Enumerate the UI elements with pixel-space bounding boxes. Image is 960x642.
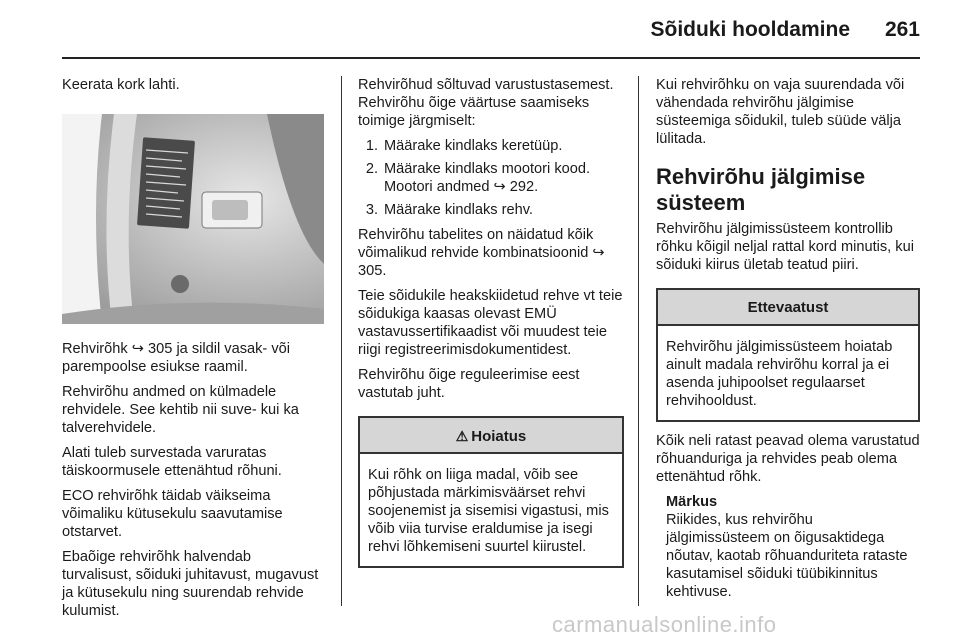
- header-divider: [62, 57, 920, 59]
- note-title: Märkus: [666, 494, 718, 510]
- paragraph: Rehvirõhu jälgimissüsteem kontrollib rõhku kõigil neljal rattal kord minutis, kui sõiduki kiirus ületab teatud piiri.: [656, 221, 914, 273]
- caution-box: [656, 288, 920, 422]
- paragraph: Rehvirõhu tabelites on näidatud kõik võimalikud rehvide kombinatsioonid ↪ 305.: [358, 227, 605, 279]
- column-left: [62, 76, 324, 627]
- header-title: Sõiduki hooldamine: [650, 18, 850, 41]
- list-item: [358, 137, 624, 155]
- column-middle: [358, 76, 624, 578]
- paragraph: Ebaõige rehvirõhk halvendab turvalisust, sõiduki juhitavust, mugavust ja kütusekulu ning suurendab rehvide kulumist.: [62, 549, 319, 619]
- door-frame-label-photo: [62, 114, 324, 324]
- paragraph: Rehvirõhk ↪ 305 ja sildil vasak- või parempoolse esiukse raamil.: [62, 341, 290, 375]
- steps-list: [358, 137, 624, 219]
- step-text: Määrake kindlaks keretüüp.: [384, 138, 563, 154]
- step-text: Määrake kindlaks rehv.: [384, 202, 533, 218]
- warning-box-header: [360, 418, 622, 454]
- paragraph: Alati tuleb survestada varuratas täiskoormusele ettenähtud rõhuni.: [62, 445, 282, 479]
- column-divider: [638, 76, 639, 606]
- intro-text: Keerata kork lahti.: [62, 77, 180, 93]
- section-heading: Rehvirõhu jälgimise süsteem: [656, 164, 866, 215]
- warning-box: [358, 416, 624, 568]
- warning-text: Kui rõhk on liiga madal, võib see põhjustada märkimisväärset rehvi soojenemist ja sisemisi vigastusi, mis võib viia turvise eraldumise ja isegi rehvi lõhkemiseni suurtel kiirustel.: [368, 467, 609, 555]
- page-number: 261: [884, 18, 920, 41]
- step-number: 3.: [365, 202, 378, 218]
- caution-box-header: Ettevaatust: [658, 290, 918, 326]
- note-text: Riikides, kus rehvirõhu jälgimissüsteem on õigusaktidega nõutav, kaotab rõhuanduriteta rataste kasutamisel sõiduki tüübikinnitus kehtivuse.: [666, 512, 908, 600]
- intro-text: Kui rehvirõhku on vaja suurendada või vähendada rehvirõhu jälgimise süsteemiga sõidukil, tuleb süüde välja lülitada.: [656, 77, 905, 147]
- warning-icon: ⚠: [455, 428, 469, 444]
- paragraph: Teie sõidukile heakskiidetud rehve vt teie sõidukiga kaasas olevast EMÜ vastavussertifikaadist või muudest teie riigi registreerimisdokumentidest.: [358, 288, 623, 358]
- step-number: 2.: [365, 161, 378, 177]
- column-right: [656, 76, 920, 601]
- column-divider: [341, 76, 342, 606]
- watermark: carmanualsonline.info: [552, 612, 777, 637]
- paragraph: Kõik neli ratast peavad olema varustatud rõhuanduriga ja rehvides peab olema ettenähtud rõhk.: [656, 433, 920, 485]
- caution-text: Rehvirõhu jälgimissüsteem hoiatab ainult madala rehvirõhu korral ja ei asenda juhipoolset regulaarset rehvihooldust.: [666, 339, 893, 409]
- step-number: 1.: [365, 138, 378, 154]
- step-text: Määrake kindlaks mootori kood. Mootori andmed ↪ 292.: [384, 161, 591, 195]
- list-item: [358, 160, 624, 196]
- door-stud: [171, 275, 189, 293]
- paragraph: Rehvirõhu õige reguleerimise eest vastutab juht.: [358, 367, 580, 401]
- door-frame-illustration: [62, 114, 324, 324]
- list-item: [358, 201, 624, 219]
- warning-title: Hoiatus: [471, 428, 527, 445]
- intro-text: Rehvirõhud sõltuvad varustustasemest. Rehvirõhu õige väärtuse saamiseks toimige järgmiselt:: [358, 77, 614, 129]
- page-header: [62, 18, 920, 56]
- paragraph: ECO rehvirõhk täidab väikseima võimaliku kütusekulu saavutamise otstarvet.: [62, 488, 283, 540]
- paragraph: Rehvirõhu andmed on külmadele rehvidele. See kehtib nii suve- kui ka talverehvidele.: [62, 384, 299, 436]
